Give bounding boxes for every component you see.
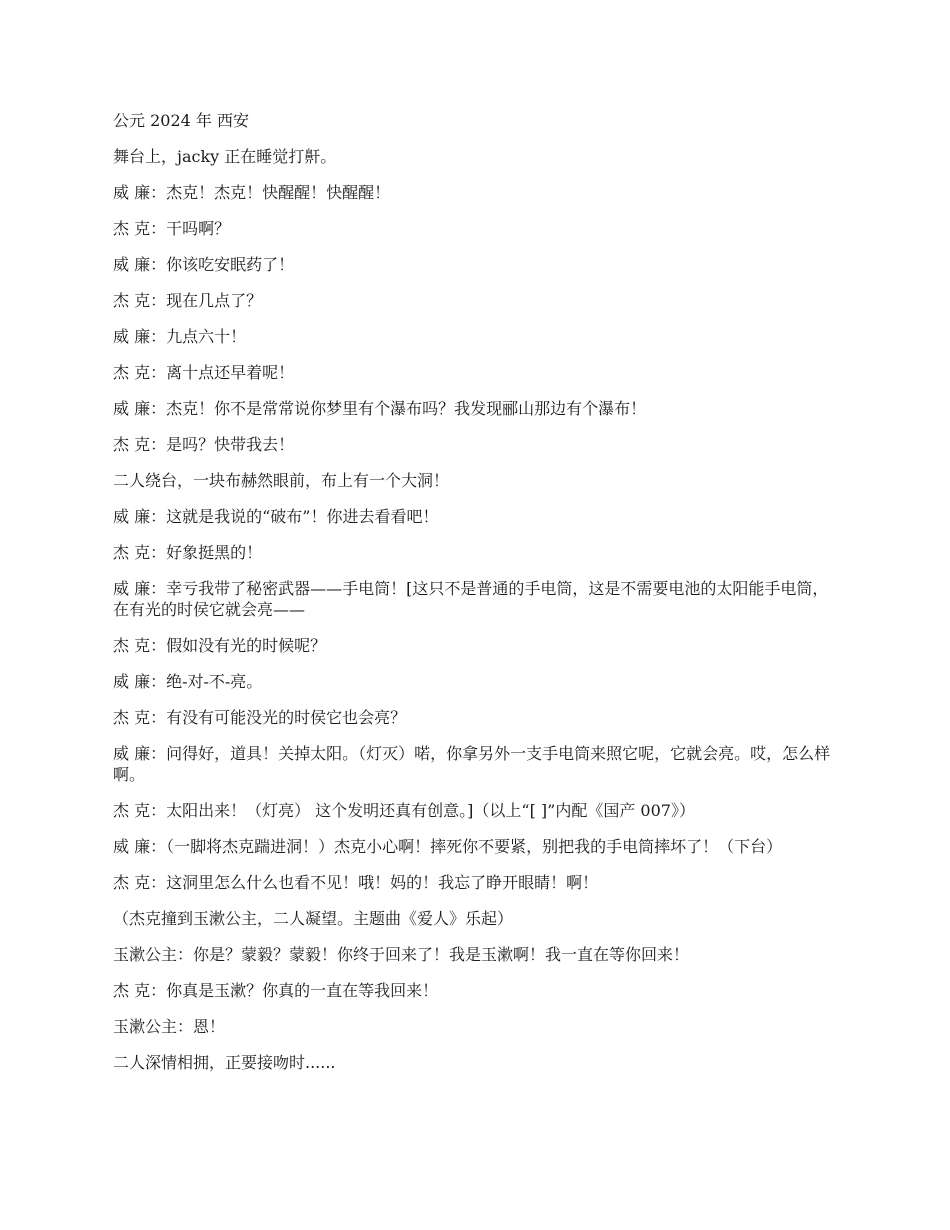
- scene-heading: 公元 2024 年 西安: [113, 111, 249, 130]
- dialogue-line: 威 廉：（一脚将杰克踹进洞！）杰克小心啊！摔死你不要紧，别把我的手电筒摔坏了！（下台）: [113, 837, 783, 856]
- dialogue-line: 杰 克：干吗啊？: [113, 219, 231, 238]
- dialogue-line: 杰 克：是吗？快带我去！: [113, 435, 295, 454]
- dialogue-line: 杰 克：假如没有光的时候呢？: [113, 636, 327, 655]
- stage-direction: 二人绕台，一块布赫然眼前，布上有一个大洞！: [113, 471, 450, 490]
- stage-direction: （杰克撞到玉漱公主，二人凝望。主题曲《爱人》乐起）: [113, 909, 514, 928]
- dialogue-line: 杰 克：你真是玉漱？你真的一直在等我回来！: [113, 981, 439, 1000]
- dialogue-line: 威 廉：绝-对-不-亮。: [113, 672, 263, 691]
- dialogue-line: 杰 克：好象挺黑的！: [113, 543, 263, 562]
- script-page: [113, 110, 835, 1088]
- dialogue-line: 杰 克：有没有可能没光的时侯它也会亮？: [113, 708, 407, 727]
- dialogue-line: 威 廉：问得好，道具！关掉太阳。（灯灭）喏，你拿另外一支手电筒来照它呢，它就会亮。哎，怎么样啊。: [113, 744, 831, 784]
- dialogue-line: 杰 克：离十点还早着呢！: [113, 363, 295, 382]
- dialogue-line: 威 廉：九点六十！: [113, 327, 247, 346]
- dialogue-line: 威 廉：杰克！杰克！快醒醒！快醒醒！: [113, 183, 391, 202]
- dialogue-line: 威 廉：杰克！你不是常常说你梦里有个瀑布吗？我发现郦山那边有个瀑布！: [113, 399, 647, 418]
- dialogue-line: 杰 克：现在几点了？: [113, 291, 263, 310]
- stage-direction: 二人深情相拥，正要接吻时......: [113, 1053, 336, 1072]
- stage-direction: 舞台上，jacky 正在睡觉打鼾。: [113, 147, 337, 166]
- dialogue-line: 玉漱公主：恩！: [113, 1017, 226, 1036]
- dialogue-line: 杰 克：太阳出来！（灯亮） 这个发明还真有创意。]（以上“[ ]”内配《国产 007》）: [113, 801, 695, 820]
- dialogue-line: 玉漱公主：你是？蒙毅？蒙毅！你终于回来了！我是玉漱啊！我一直在等你回来！: [113, 945, 690, 964]
- dialogue-line: 威 廉：你该吃安眠药了！: [113, 255, 295, 274]
- dialogue-line: 杰 克：这洞里怎么什么也看不见！哦！妈的！我忘了睁开眼睛！啊！: [113, 873, 599, 892]
- dialogue-line: 威 廉：这就是我说的“破布”！你进去看看吧！: [113, 507, 439, 526]
- dialogue-line: 威 廉：幸亏我带了秘密武器——手电筒！[这只不是普通的手电筒，这是不需要电池的太阳能手电筒，在有光的时侯它就会亮——: [113, 579, 829, 619]
